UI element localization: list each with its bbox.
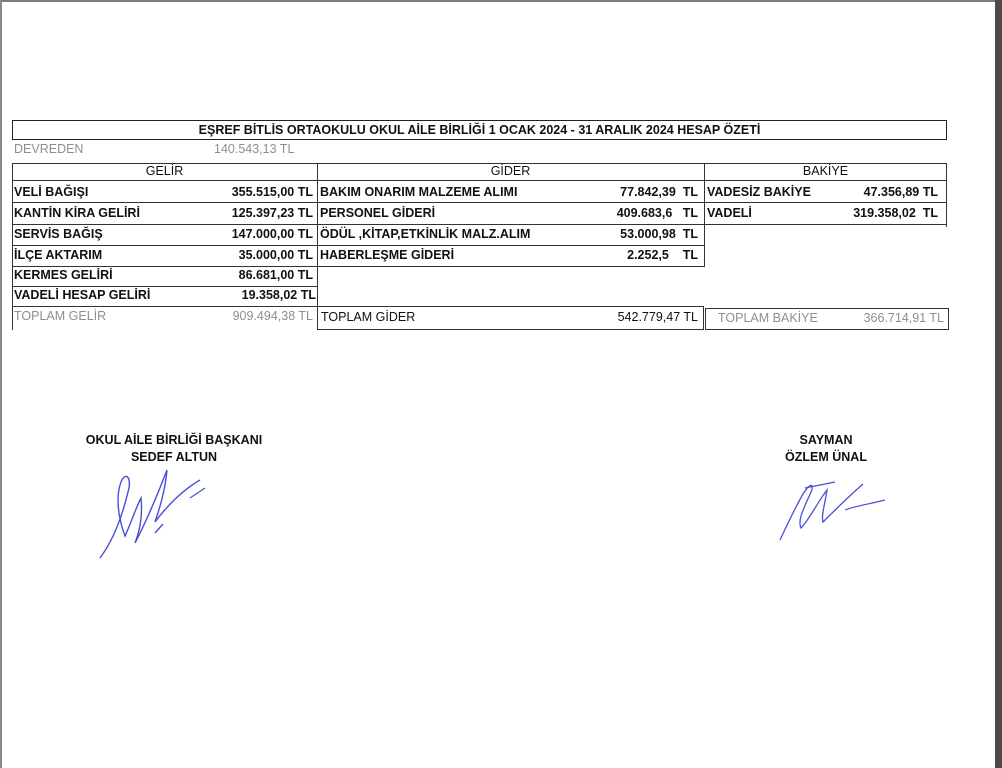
signature-right-image [775, 470, 890, 545]
gider-item-value: 2.252,5 TL [627, 248, 698, 262]
toplam-gelir-label: TOPLAM GELİR [14, 309, 107, 323]
toplam-bakiye-value: 366.714,91 TL [863, 311, 944, 325]
toplam-gelir-value: 909.494,38 TL [232, 309, 313, 323]
scan-border-top [0, 0, 1002, 2]
report-title-text: EŞREF BİTLİS ORTAOKULU OKUL AİLE BİRLİĞİ 1 OCAK 2024 - 31 ARALIK 2024 HESAP ÖZETİ [198, 123, 761, 137]
grid-left-edge [12, 163, 13, 330]
bakiye-item-label: VADESİZ BAKİYE [707, 185, 811, 199]
row-rule-3 [12, 245, 704, 246]
row-rule-6 [12, 306, 317, 307]
signatory-role-right: SAYMAN [799, 433, 853, 447]
toplam-gider-value: 542.779,47 TL [617, 310, 698, 324]
signatory-role-left: OKUL AİLE BİRLİĞİ BAŞKANI [85, 433, 263, 447]
header-bottom-rule [12, 180, 947, 181]
devreden-label: DEVREDEN [14, 142, 84, 156]
gelir-item-value: 86.681,00 TL [238, 268, 313, 282]
signatory-name-left: SEDEF ALTUN [130, 450, 218, 464]
gelir-item-value: 125.397,23 TL [231, 206, 313, 220]
gider-item-label: BAKIM ONARIM MALZEME ALIMI [320, 185, 518, 199]
bakiye-item-label: VADELİ [707, 206, 752, 220]
gelir-item-label: VELİ BAĞIŞI [14, 185, 89, 199]
bakiye-item-value: 319.358,02 TL [853, 206, 938, 220]
gelir-header: GELİR [145, 164, 184, 178]
gelir-item-label: SERVİS BAĞIŞ [14, 227, 103, 241]
gider-item-value: 77.842,39 TL [620, 185, 698, 199]
gider-header: GİDER [490, 164, 531, 178]
bakiye-item-value: 47.356,89 TL [863, 185, 938, 199]
bakiye-header: BAKİYE [802, 164, 849, 178]
signatory-name-right: ÖZLEM ÜNAL [785, 450, 867, 464]
gelir-item-value: 35.000,00 TL [238, 248, 313, 262]
devreden-value: 140.543,13 TL [214, 142, 295, 156]
gider-item-label: PERSONEL GİDERİ [320, 206, 436, 220]
gelir-item-label: KANTİN KİRA GELİRİ [14, 206, 140, 220]
gider-item-value: 409.683,6 TL [616, 206, 698, 220]
gider-bakiye-divider [704, 163, 705, 267]
signature-left-image [95, 458, 215, 563]
gelir-gider-divider [317, 163, 318, 330]
gider-item-label: HABERLEŞME GİDERİ [320, 248, 455, 262]
gelir-item-value: 355.515,00 TL [231, 185, 313, 199]
report-title [12, 120, 947, 140]
gelir-item-value: 19.358,02 TL [241, 288, 316, 302]
gelir-item-label: KERMES GELİRİ [14, 268, 113, 282]
toplam-gider-label: TOPLAM GİDER [321, 310, 416, 324]
scan-border-right [995, 0, 1002, 768]
row-rule-2 [12, 224, 946, 225]
gider-item-value: 53.000,98 TL [620, 227, 698, 241]
gelir-item-value: 147.000,00 TL [231, 227, 313, 241]
toplam-bakiye-label: TOPLAM BAKİYE [718, 311, 818, 325]
grid-right-edge [946, 163, 947, 227]
gider-item-label: ÖDÜL ,KİTAP,ETKİNLİK MALZ.ALIM [320, 227, 531, 241]
scan-border-left [0, 0, 2, 768]
signature-block-right [748, 432, 904, 466]
row-rule-4 [12, 266, 704, 267]
row-rule-1 [12, 202, 946, 203]
gelir-item-label: VADELİ HESAP GELİRİ [14, 288, 151, 302]
gelir-item-label: İLÇE AKTARIM [14, 248, 103, 262]
